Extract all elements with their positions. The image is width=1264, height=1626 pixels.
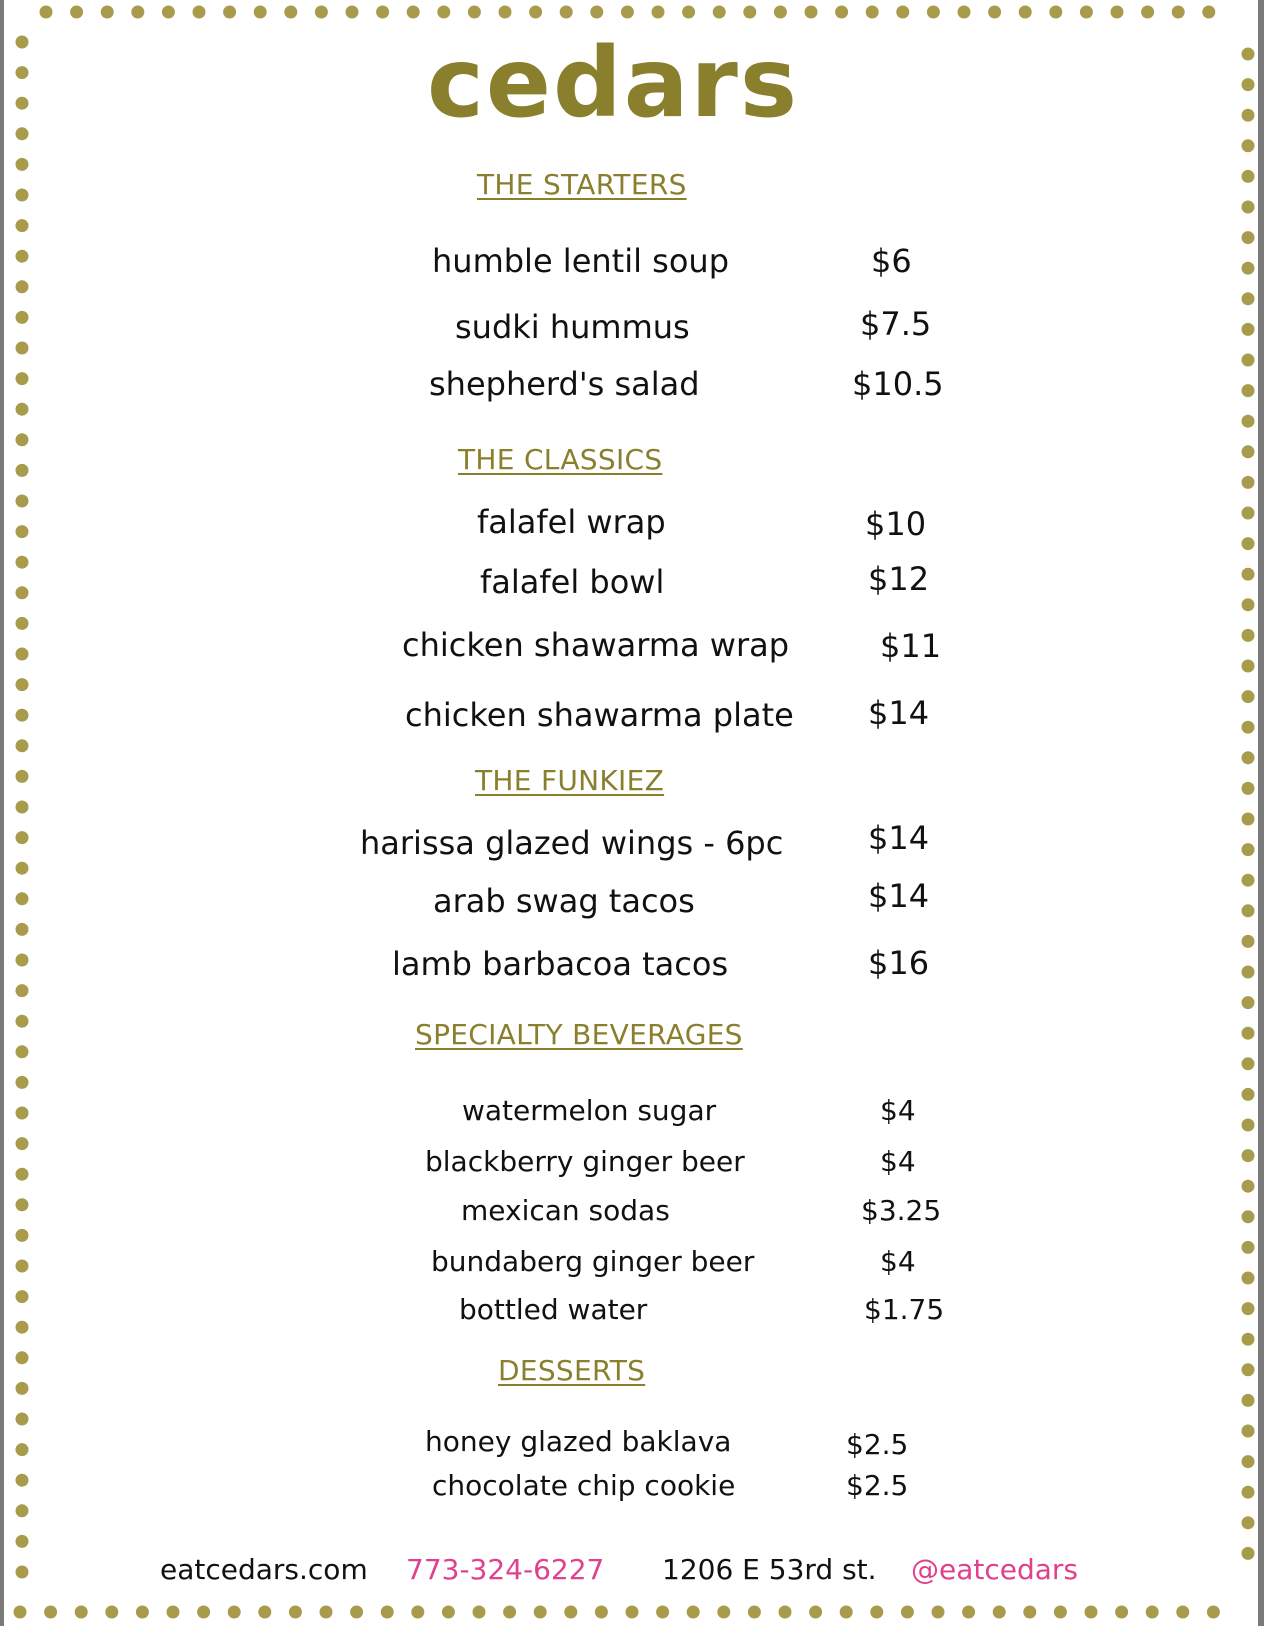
border-dot <box>101 6 114 19</box>
border-dot <box>16 739 29 752</box>
border-dot <box>16 525 29 538</box>
border-dot <box>16 1351 29 1364</box>
menu-item-price: $16 <box>868 944 930 982</box>
border-dot <box>16 1229 29 1242</box>
border-dot <box>743 6 756 19</box>
border-dot <box>1207 1606 1220 1619</box>
border-dot <box>1242 721 1255 734</box>
border-dot <box>16 586 29 599</box>
border-dot <box>136 1606 149 1619</box>
border-dot <box>682 6 695 19</box>
menu-item-price: $10.5 <box>852 365 944 403</box>
border-dot <box>258 1606 271 1619</box>
border-dot <box>1242 1516 1255 1529</box>
border-dot <box>958 6 971 19</box>
border-dot <box>1242 292 1255 305</box>
border-dot <box>16 1168 29 1181</box>
border-dot <box>376 6 389 19</box>
border-dot <box>1242 384 1255 397</box>
menu-item-price: $12 <box>868 560 930 598</box>
border-dot <box>16 1504 29 1517</box>
border-dot <box>779 1606 792 1619</box>
border-dot <box>16 648 29 661</box>
border-dot <box>162 6 175 19</box>
border-dot <box>1242 48 1255 61</box>
border-dot <box>1242 813 1255 826</box>
border-dot <box>16 1198 29 1211</box>
menu-item-price: $4 <box>880 1245 916 1278</box>
border-dot <box>44 1606 57 1619</box>
border-dot <box>529 6 542 19</box>
border-dot <box>1242 1119 1255 1132</box>
border-dot <box>1242 537 1255 550</box>
border-dot <box>1242 201 1255 214</box>
border-dot <box>16 923 29 936</box>
footer-address: 1206 E 53rd st. <box>662 1553 877 1586</box>
border-dot <box>16 495 29 508</box>
border-dot <box>289 1606 302 1619</box>
border-dot <box>16 127 29 140</box>
border-dot <box>437 6 450 19</box>
border-dot <box>346 6 359 19</box>
border-dot <box>1176 1606 1189 1619</box>
border-dot <box>1242 966 1255 979</box>
border-dot <box>14 1606 27 1619</box>
border-dot <box>16 1443 29 1456</box>
menu-item-name: chicken shawarma plate <box>405 696 794 734</box>
border-dot <box>1242 1455 1255 1468</box>
border-dot <box>105 1606 118 1619</box>
menu-item-name: falafel wrap <box>477 503 666 541</box>
border-dot <box>16 556 29 569</box>
border-dot <box>16 1076 29 1089</box>
menu-item-name: sudki hummus <box>455 308 690 346</box>
border-dot <box>1242 843 1255 856</box>
border-dot <box>927 6 940 19</box>
border-dot <box>713 6 726 19</box>
menu-item-name: lamb barbacoa tacos <box>392 945 729 983</box>
border-dot <box>564 1606 577 1619</box>
border-dot <box>1242 1088 1255 1101</box>
menu-item-name: falafel bowl <box>480 563 665 601</box>
border-dot <box>16 342 29 355</box>
border-dot <box>717 1606 730 1619</box>
border-dot <box>1242 1210 1255 1223</box>
border-dot <box>1172 6 1185 19</box>
border-dot <box>1242 354 1255 367</box>
border-dot <box>590 6 603 19</box>
menu-item-name: shepherd's salad <box>429 365 700 403</box>
border-dot <box>16 1382 29 1395</box>
border-dot <box>1242 1027 1255 1040</box>
border-dot <box>866 6 879 19</box>
border-dot <box>1242 996 1255 1009</box>
border-dot <box>1146 1606 1159 1619</box>
border-dot <box>350 1606 363 1619</box>
border-dot <box>40 6 53 19</box>
border-dot <box>223 6 236 19</box>
border-dot <box>16 1535 29 1548</box>
menu-item-name: humble lentil soup <box>432 242 729 280</box>
border-dot <box>774 6 787 19</box>
border-dot <box>1242 507 1255 520</box>
border-dot <box>534 1606 547 1619</box>
border-dot <box>835 6 848 19</box>
border-dot <box>1242 568 1255 581</box>
border-dot <box>1242 109 1255 122</box>
border-dot <box>407 6 420 19</box>
border-dot <box>1242 598 1255 611</box>
border-dot <box>16 464 29 477</box>
border-dot <box>503 1606 516 1619</box>
menu-item-price: $14 <box>868 694 930 732</box>
border-dot <box>870 1606 883 1619</box>
border-dot <box>16 954 29 967</box>
border-dot <box>131 6 144 19</box>
border-dot <box>1242 782 1255 795</box>
border-dot <box>809 1606 822 1619</box>
border-dot <box>656 1606 669 1619</box>
border-dot <box>16 372 29 385</box>
border-dot <box>805 6 818 19</box>
border-dot <box>1242 1180 1255 1193</box>
menu-item-name: harissa glazed wings - 6pc <box>360 824 784 862</box>
menu-item-price: $2.5 <box>846 1428 909 1461</box>
border-dot <box>1049 6 1062 19</box>
border-dot <box>16 250 29 263</box>
border-dot <box>595 1606 608 1619</box>
menu-item-price: $14 <box>868 877 930 915</box>
border-dot <box>16 433 29 446</box>
border-dot <box>1242 874 1255 887</box>
border-dot <box>901 1606 914 1619</box>
border-dot <box>320 1606 333 1619</box>
border-dot <box>1242 1272 1255 1285</box>
border-dot <box>1242 1333 1255 1346</box>
border-dot <box>16 66 29 79</box>
section-title-starters: THE STARTERS <box>477 168 687 201</box>
border-dot <box>1242 1302 1255 1315</box>
border-dot <box>1242 1241 1255 1254</box>
border-dot <box>315 6 328 19</box>
border-dot <box>16 770 29 783</box>
border-dot <box>1242 1547 1255 1560</box>
border-dot <box>1202 6 1215 19</box>
menu-item-price: $6 <box>871 242 912 280</box>
border-dot <box>621 6 634 19</box>
border-dot <box>16 1566 29 1579</box>
menu-item-price: $1.75 <box>864 1293 945 1326</box>
menu-item-name: arab swag tacos <box>433 882 695 920</box>
border-dot <box>1242 170 1255 183</box>
border-dot <box>626 1606 639 1619</box>
footer-phone: 773-324-6227 <box>406 1553 605 1586</box>
border-dot <box>1242 262 1255 275</box>
border-dot <box>1242 690 1255 703</box>
border-dot <box>652 6 665 19</box>
border-dot <box>197 1606 210 1619</box>
border-dot <box>1242 78 1255 91</box>
border-dot <box>499 6 512 19</box>
border-dot <box>1115 1606 1128 1619</box>
border-dot <box>193 6 206 19</box>
menu-item-price: $3.25 <box>861 1194 942 1227</box>
border-dot <box>988 6 1001 19</box>
menu-item-name: chicken shawarma wrap <box>402 626 790 664</box>
cedars-logo <box>425 24 799 139</box>
border-dot <box>993 1606 1006 1619</box>
border-dot <box>1023 1606 1036 1619</box>
border-dot <box>1242 935 1255 948</box>
menu-item-price: $4 <box>880 1094 916 1127</box>
border-dot <box>1242 751 1255 764</box>
border-dot <box>1242 1363 1255 1376</box>
border-dot <box>1242 904 1255 917</box>
border-dot <box>1019 6 1032 19</box>
border-dot <box>932 1606 945 1619</box>
border-dot <box>16 1137 29 1150</box>
section-title-beverages: SPECIALTY BEVERAGES <box>415 1018 743 1051</box>
border-dot <box>16 189 29 202</box>
border-dot <box>560 6 573 19</box>
border-dot <box>16 1260 29 1273</box>
border-dot <box>75 1606 88 1619</box>
border-dot <box>16 862 29 875</box>
border-dot <box>1242 231 1255 244</box>
menu-item-name: mexican sodas <box>461 1194 670 1227</box>
border-dot <box>1242 1394 1255 1407</box>
menu-item-price: $10 <box>865 505 927 543</box>
border-dot <box>1242 629 1255 642</box>
border-dot <box>1141 6 1154 19</box>
border-dot <box>16 801 29 814</box>
border-dot <box>16 617 29 630</box>
border-dot <box>442 1606 455 1619</box>
border-dot <box>16 892 29 905</box>
border-dot <box>1080 6 1093 19</box>
border-dot <box>962 1606 975 1619</box>
border-dot <box>16 1321 29 1334</box>
menu-item-name: chocolate chip cookie <box>432 1469 736 1502</box>
border-dot <box>16 158 29 171</box>
border-dot <box>1242 660 1255 673</box>
border-dot <box>411 1606 424 1619</box>
border-dot <box>16 219 29 232</box>
border-dot <box>1242 445 1255 458</box>
border-dot <box>16 1015 29 1028</box>
border-dot <box>16 1413 29 1426</box>
border-dot <box>748 1606 761 1619</box>
border-dot <box>1054 1606 1067 1619</box>
border-dot <box>1242 415 1255 428</box>
border-dot <box>1242 476 1255 489</box>
border-dot <box>1085 1606 1098 1619</box>
border-dot <box>16 678 29 691</box>
border-dot <box>687 1606 700 1619</box>
border-dot <box>16 984 29 997</box>
menu-item-price: $2.5 <box>846 1469 909 1502</box>
border-dot <box>840 1606 853 1619</box>
border-dot <box>70 6 83 19</box>
menu-item-name: blackberry ginger beer <box>425 1145 745 1178</box>
border-dot <box>1242 1425 1255 1438</box>
border-dot <box>16 311 29 324</box>
menu-item-price: $7.5 <box>860 305 932 343</box>
border-dot <box>16 1290 29 1303</box>
footer-social: @eatcedars <box>911 1553 1079 1586</box>
border-dot <box>1242 139 1255 152</box>
section-title-funkiez: THE FUNKIEZ <box>475 764 665 797</box>
border-dot <box>16 831 29 844</box>
menu-item-name: bottled water <box>459 1293 648 1326</box>
border-dot <box>1242 1486 1255 1499</box>
border-dot <box>473 1606 486 1619</box>
border-dot <box>16 1107 29 1120</box>
border-dot <box>16 403 29 416</box>
section-title-classics: THE CLASSICS <box>458 443 663 476</box>
border-dot <box>16 1474 29 1487</box>
border-dot <box>167 1606 180 1619</box>
border-dot <box>16 709 29 722</box>
border-dot <box>1242 1149 1255 1162</box>
border-dot <box>16 97 29 110</box>
border-dot <box>16 280 29 293</box>
border-dot <box>1242 323 1255 336</box>
menu-item-name: watermelon sugar <box>462 1094 717 1127</box>
footer-website: eatcedars.com <box>160 1553 368 1586</box>
menu-item-name: bundaberg ginger beer <box>431 1245 755 1278</box>
border-dot <box>16 36 29 49</box>
menu-item-name: honey glazed baklava <box>425 1425 732 1458</box>
border-dot <box>381 1606 394 1619</box>
border-dot <box>1242 1057 1255 1070</box>
border-dot <box>228 1606 241 1619</box>
border-dot <box>1111 6 1124 19</box>
section-title-desserts: DESSERTS <box>498 1354 646 1387</box>
border-dot <box>284 6 297 19</box>
border-dot <box>468 6 481 19</box>
menu-item-price: $11 <box>880 627 942 665</box>
logo-text: cedars <box>427 27 799 139</box>
menu-item-price: $4 <box>880 1145 916 1178</box>
border-dot <box>896 6 909 19</box>
menu-item-price: $14 <box>868 819 930 857</box>
border-dot <box>254 6 267 19</box>
border-dot <box>16 1045 29 1058</box>
